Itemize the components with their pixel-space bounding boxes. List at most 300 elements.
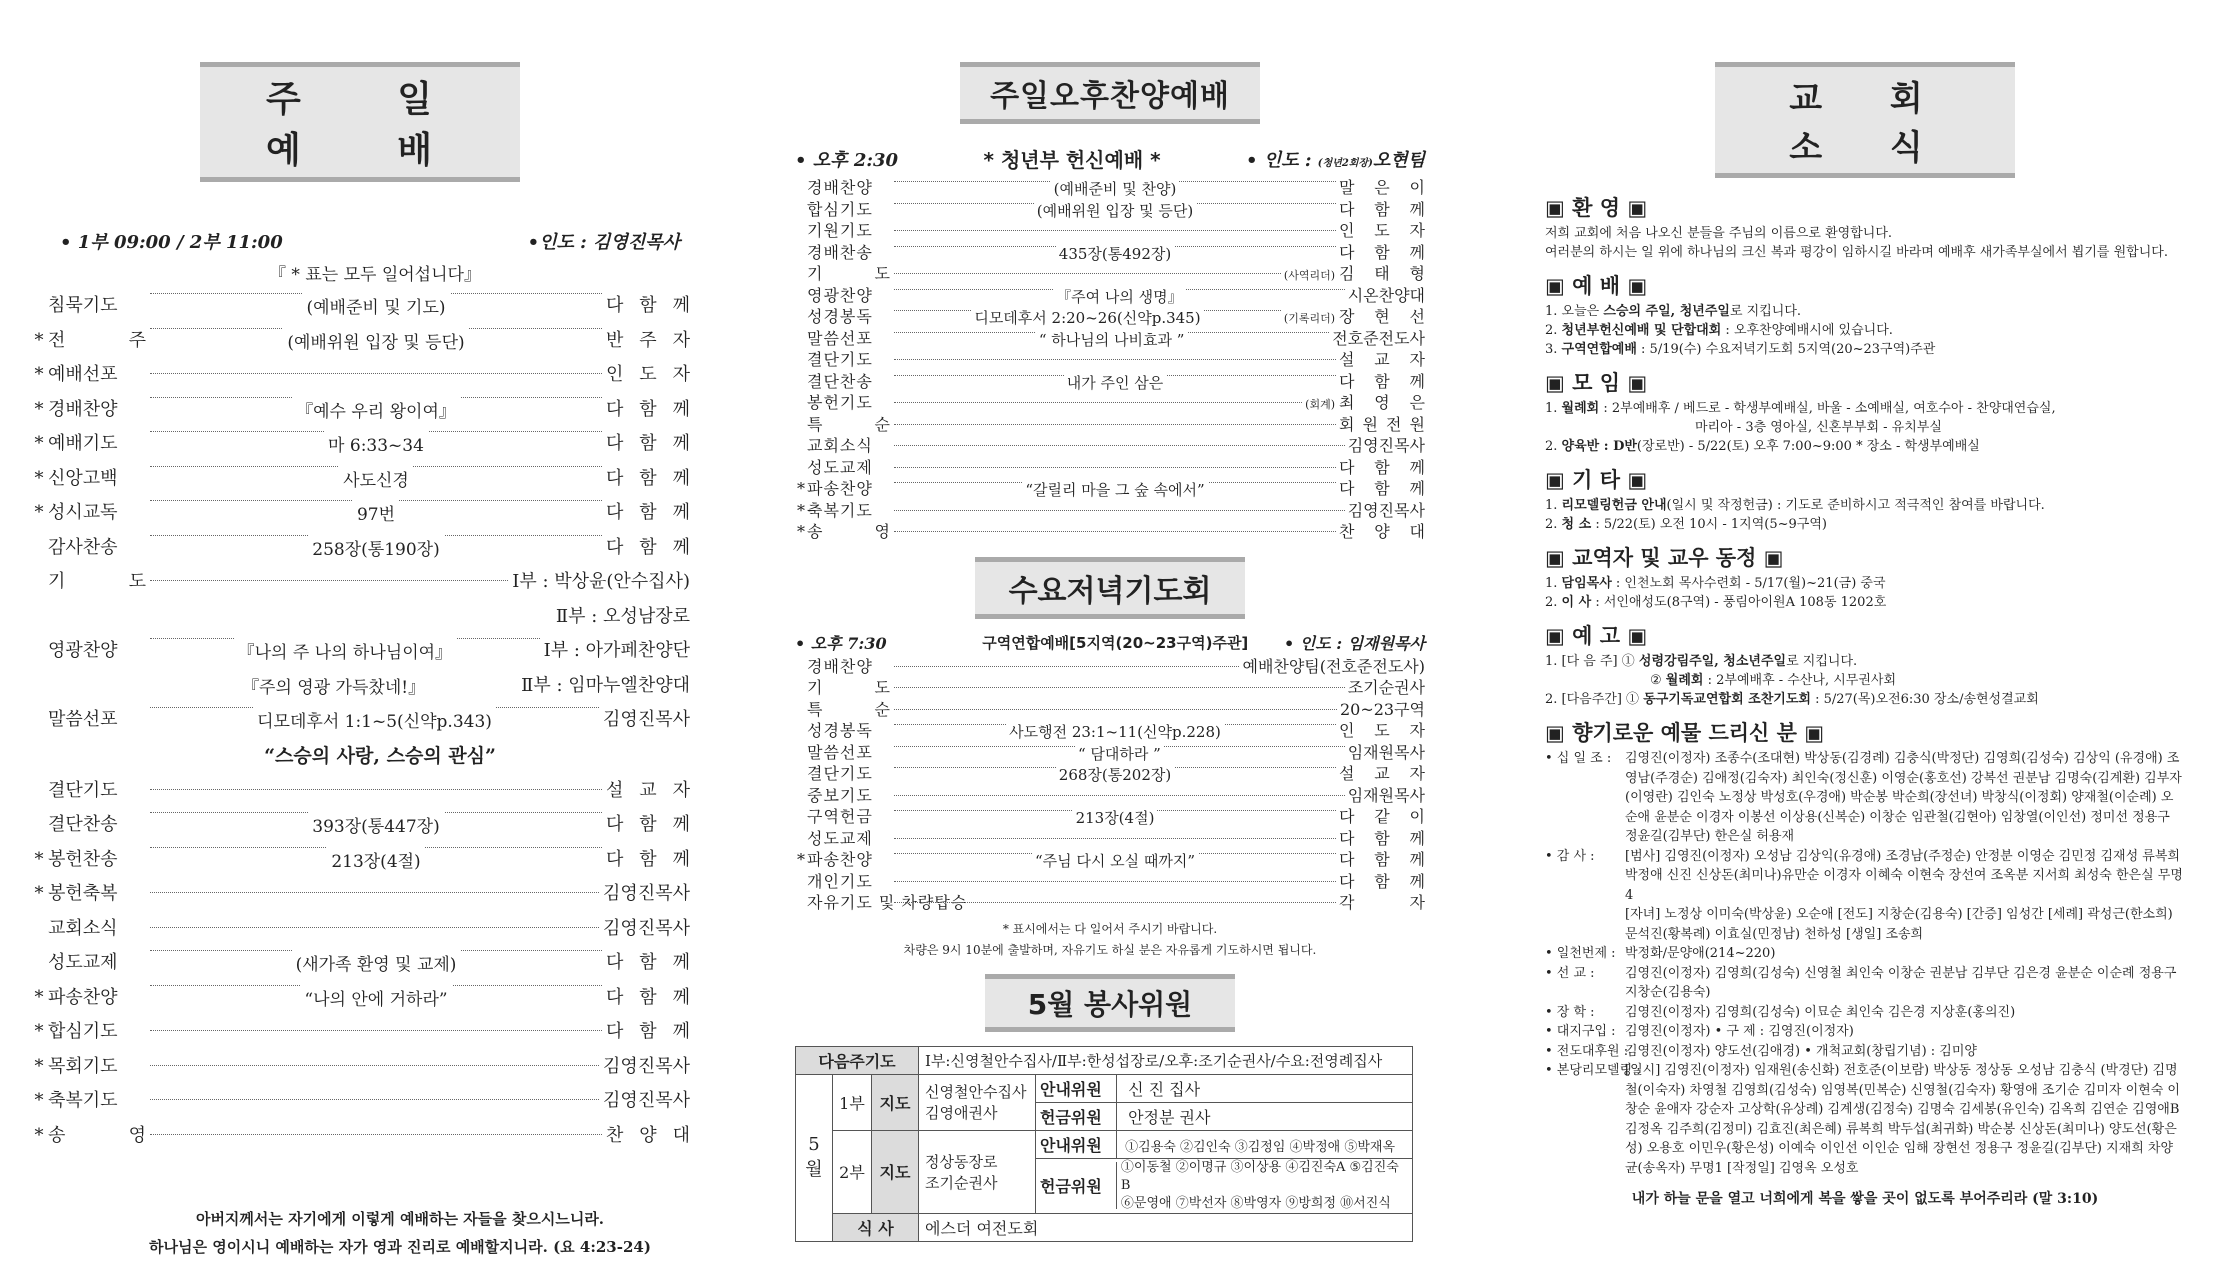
order-person: 다 함 께 — [1339, 457, 1425, 477]
offering-category: • 대지구입 : — [1545, 1024, 1616, 1039]
order-person: Ⅰ부 : 박상윤(안수집사) — [512, 571, 690, 592]
volunteers-table — [795, 1046, 1413, 1242]
order-list-1 — [30, 289, 690, 738]
order-label: 전 주 — [48, 329, 146, 351]
order-person: 다 함 께 — [1339, 871, 1425, 891]
meeting-item-2: 2. 양육반 : D반(장로반) - 5/22(토) 오후 7:00~9:00 * 장소 - 학생부예배실 — [1545, 439, 1980, 454]
offering-entry — [1545, 847, 2185, 906]
dot-leader — [894, 416, 1336, 425]
notice-item-2: 2. [다음주간] ① 동구기독교연합회 조찬기도회 : 5/27(목)오전6:30 장소/송현성결교회 — [1545, 692, 2039, 707]
meeting-heading: ▣ 모 임 ▣ — [1545, 371, 1648, 395]
worship-item-1: 1. 오늘은 스승의 주일, 청년주일로 지킵니다. — [1545, 304, 1802, 319]
dot-leader — [894, 173, 1336, 198]
order-content: 393장(통447장) — [308, 810, 443, 820]
order-label: 성도교제 — [807, 828, 873, 848]
offering-names: 김영진(이정자) 양도선(김애경) • 개척교회(창립기념) : 김미양 — [1625, 1043, 1977, 1059]
order-person: 다 함 께 — [1339, 242, 1425, 262]
worship-header — [30, 228, 690, 254]
order-content: (예배준비 및 기도) — [302, 291, 449, 301]
dot-leader — [150, 1089, 599, 1100]
order-label: 봉헌찬송 — [48, 848, 118, 870]
order-label: 경배찬양 — [807, 178, 873, 197]
order-label: 특 순 — [807, 414, 891, 434]
worship-item-2: 2. 청년부헌신예배 및 단합대회 : 오후찬양예배시에 있습니다. — [1545, 323, 1893, 338]
order-row — [795, 242, 1425, 264]
dot-leader — [894, 351, 1336, 360]
order-label: 결단찬송 — [48, 814, 118, 835]
afternoon-leader: • 인도 : (청년2회장)오현팀 — [1246, 149, 1425, 171]
welcome-line-2: 여러분의 하시는 일 위에 하나님의 크신 복과 평강이 임하시길 바라며 예배후 새가족부실에서 뵙기를 원합니다. — [1545, 245, 2168, 260]
dot-leader — [894, 873, 1336, 882]
order-person: 예배찬양팀(전호준전도사) — [1242, 656, 1425, 676]
order-person: 최 영 은 — [1339, 393, 1425, 412]
order-row — [30, 703, 690, 738]
order-label: 영광찬양 — [807, 285, 873, 305]
order-label: 중보기도 — [807, 785, 873, 805]
dot-leader — [150, 837, 602, 872]
order-content: 사도신경 — [339, 464, 413, 474]
order-content: (예배위원 입장 및 등단) — [283, 326, 468, 336]
order-label: 자유기도 및 차량탑승 — [807, 893, 968, 912]
stand-marker: * — [34, 398, 44, 420]
order-row — [795, 656, 1425, 678]
dot-leader — [150, 628, 540, 663]
order-label: 기원기도 — [807, 221, 873, 240]
order-label: 송 영 — [48, 1124, 146, 1146]
offering-entry — [1545, 1022, 2185, 1042]
offering-names: 김영진(이정자) 김영희(김성숙) 신영철 최인숙 이창순 권분남 김부단 김은경 윤분순 이순례 정용구 지창순(김용숙) — [1625, 965, 2177, 1000]
dot-leader — [894, 459, 1336, 468]
offering-entry — [1545, 964, 2185, 1003]
afternoon-header — [795, 144, 1425, 173]
afternoon-time: • 오후 2:30 — [795, 149, 899, 171]
order-label: 교회소식 — [807, 436, 873, 455]
dot-leader — [150, 1020, 602, 1031]
stand-marker: * — [34, 467, 44, 489]
order-row — [30, 324, 690, 359]
order-row — [30, 565, 690, 600]
order-person: 찬 양 대 — [606, 1124, 690, 1146]
etc-item-2: 2. 청 소 : 5/22(토) 오전 10시 - 1지역(5~9구역) — [1545, 517, 1827, 532]
staff-item-1: 1. 담임목사 : 인천노회 목사수련회 - 5/17(월)~21(금) 중국 — [1545, 576, 1886, 591]
stand-marker: * — [34, 1055, 44, 1077]
meeting-item-1b: 마리아 - 3층 영아실, 신혼부부회 - 유치부실 — [1695, 420, 1942, 435]
offerings-heading: ▣ 향기로운 예물 드리신 분 ▣ — [1545, 721, 1825, 745]
order-person: 조기순권사 — [1347, 678, 1425, 697]
order-label: 경배찬양 — [807, 656, 873, 676]
dot-leader — [150, 421, 602, 456]
dot-leader — [150, 917, 599, 928]
order-person: 임재원목사 — [1347, 785, 1425, 805]
order-label: 결단기도 — [807, 350, 873, 369]
order-row — [30, 1050, 690, 1085]
order-person: 김 태 형 — [1339, 264, 1425, 283]
order-row — [795, 392, 1425, 414]
order-person: Ⅰ부 : 아가페찬양단 — [543, 640, 690, 661]
order-person: 다 함 께 — [606, 467, 690, 489]
order-label: 구역헌금 — [807, 807, 873, 826]
offering-category: • 십 일 조 : — [1545, 751, 1612, 766]
order-person: 20~23구역 — [1339, 699, 1425, 719]
order-row — [795, 677, 1425, 699]
church-news-title: 교 회 소 식 — [1545, 62, 2185, 178]
order-row — [30, 1119, 690, 1154]
order-label: 결단기도 — [48, 779, 118, 801]
order-label: 파송찬양 — [807, 479, 873, 498]
offering-entry — [1545, 749, 2185, 847]
part1-names: 신영철안수집사 김영애권사 — [919, 1074, 1036, 1130]
offering-entry — [1545, 905, 2185, 944]
dot-leader — [150, 525, 602, 560]
role-note: (기록리더) — [1283, 312, 1335, 325]
order-label: 송 영 — [807, 522, 891, 541]
offering-names: 김영진(이정자) 조종수(조대현) 박상동(김경례) 김충식(박정단) 김영희(김성숙) 김상익 (유경애) 조영남(주경순) 김애정(김숙자) 최인숙(정신훈) 이영순(홍호선) 강복선 권분남 김명숙(김계환) 김부자(이영란) 김인숙 노정상 박성호(우경애) 박순봉 박순희(장선녀) 박창식(이정회) 양재철(이순례) 오순애 윤분순 이경자 이봉선 이상용(신복순) 이창순 임관철(김현아) 임창열(이인선) 정미선 정용구 정윤길(김부단) 한은실 허용재 — [1625, 751, 2182, 844]
dot-leader — [150, 779, 602, 790]
order-label: 합심기도 — [48, 1021, 118, 1042]
standing-note-2: * 표시에서는 다 일어서 주시기 바랍니다. — [1002, 921, 1218, 936]
part1-guide: 안내위원 신 진 집사 — [1036, 1074, 1413, 1102]
stand-marker: * — [34, 986, 44, 1008]
stand-marker: * — [34, 848, 44, 870]
role-note: (사역리더) — [1283, 269, 1335, 282]
order-label: 영광찬양 — [48, 640, 118, 661]
order-person: 설 교 자 — [1339, 350, 1425, 369]
wednesday-header — [795, 631, 1425, 654]
order-content: 『주여 나의 생명』 — [1053, 287, 1185, 295]
order-person: 다 함 께 — [1339, 479, 1425, 498]
order-label: 감사찬송 — [48, 536, 118, 558]
stand-marker: * — [797, 522, 805, 541]
part2-cell: 2부 — [833, 1130, 872, 1213]
stand-marker: * — [34, 502, 44, 523]
offering-names: [일시] 김영진(이정자) 임재원(송신화) 전호준(이보람) 박상동 정상동 오성남 김충식 (박경단) 김명철(이숙자) 차영철 김영희(김성숙) 임영복(민복순) 신영철(김숙자) 황영애 조기순 김미자 이현숙 이창순 윤애자 강순자 고상학(유상례) 김계생(김정숙) 김명숙 김세봉(유인숙) 김옥희 김연순 김영애B 김정옥 김주희(김정미) 김효진(최은혜) 류복희 박두섭(최귀화) 박순봉 신상돈(최미나) 양도선(황은성) 오용호 이민우(황은성) 이예숙 이인선 이인순 임해 장현선 정용구 정윤길(김부단) 지재희 차양균(송옥자) 무명1 [작정일] 김영옥 오성호 — [1625, 1063, 2180, 1176]
order-label: 말씀선포 — [807, 328, 873, 348]
welcome-heading: ▣ 환 영 ▣ — [1545, 196, 1648, 220]
dot-leader — [894, 830, 1336, 839]
dot-leader — [894, 324, 1329, 349]
dot-leader — [150, 882, 599, 893]
order-list-2 — [30, 774, 690, 1154]
order-content: 268장(통202장) — [1056, 765, 1174, 773]
offering-category: • 전도대후원 : — [1545, 1043, 1629, 1059]
dot-leader — [894, 787, 1345, 796]
offering-names: 김영진(이정자) • 구 제 : 김영진(이정자) — [1625, 1024, 1854, 1039]
order-label: 봉헌축복 — [48, 883, 118, 904]
order-person: 말 은 이 — [1339, 178, 1425, 197]
order-person: Ⅱ부 : 오성남장로 — [555, 605, 690, 627]
order-content: 213장(4절) — [327, 845, 424, 855]
order-person: 설 교 자 — [1339, 764, 1425, 783]
dot-leader — [894, 701, 1337, 710]
order-label: 봉헌기도 — [807, 393, 873, 412]
wednesday-title: 수요저녁기도회 — [795, 557, 1425, 619]
dot-leader — [150, 1055, 599, 1066]
afternoon-subtitle: * 청년부 헌신예배 * — [983, 148, 1161, 172]
order-row — [30, 843, 690, 878]
order-content: 디모데후서 2:20~26(신약p.345) — [971, 308, 1203, 316]
order-person: 다 함 께 — [606, 952, 690, 973]
order-label: 성시교독 — [48, 502, 118, 523]
dot-leader — [150, 663, 517, 698]
offering-names: 박정화/문양애(214~220) — [1625, 946, 1776, 961]
order-label: 개인기도 — [807, 871, 873, 891]
order-person: 회 원 전 원 — [1339, 414, 1425, 434]
meal-value: 에스더 여전도회 — [919, 1213, 1413, 1241]
church-news-column — [1545, 0, 2185, 1240]
order-label: 경배찬송 — [807, 242, 873, 262]
wednesday-subtitle: 구역연합예배[5지역(20~23구역)주관] — [982, 633, 1249, 652]
welcome-line-1: 저희 교회에 처음 나오신 분들을 주님의 이름으로 환영합니다. — [1545, 226, 1893, 241]
order-row — [30, 981, 690, 1016]
order-content: “갈릴리 마을 그 숲 속에서” — [1022, 480, 1207, 488]
order-person: 다 함 께 — [1339, 850, 1425, 869]
order-label: 예배기도 — [48, 433, 118, 454]
order-person: 다 함 께 — [606, 848, 690, 870]
dot-leader — [894, 265, 1281, 274]
part2-guide: 안내위원 ①김용숙 ②김인숙 ③김정임 ④박정애 ⑤박재옥 — [1036, 1130, 1413, 1158]
order-label: 기 도 — [48, 571, 146, 592]
order-row — [795, 500, 1425, 522]
offering-names: [범사] 김영진(이정자) 오성남 김상익(유경애) 조경남(주정순) 안정분 이영순 김민정 김재성 류복희 박정애 신진 신상돈(최미나)유만순 이경자 이혜숙 이현숙 장선여 조옥분 지서희 최성숙 한은실 무명4 — [1625, 848, 2183, 903]
dot-leader — [894, 658, 1239, 667]
dot-leader — [150, 975, 602, 1010]
order-label: 성경봉독 — [807, 721, 873, 740]
order-content: 사도행전 23:1~11(신약p.228) — [1006, 722, 1224, 730]
order-person: 인 도 자 — [1339, 721, 1425, 740]
part2-prayer-label: 지도 — [872, 1130, 919, 1213]
order-content: “ 하나님의 나비효과 ” — [1036, 330, 1188, 338]
offering-entry — [1545, 1061, 2185, 1178]
order-content: 『나의 주 나의 하나님이여』 — [234, 636, 456, 646]
offering-category: • 감 사 : — [1545, 848, 1595, 864]
order-row — [795, 763, 1425, 785]
staff-news-heading: ▣ 교역자 및 교우 동정 ▣ — [1545, 546, 1784, 570]
dot-leader — [894, 738, 1345, 763]
dot-leader — [894, 474, 1336, 499]
next-prayer-label: 다음주기도 — [796, 1046, 919, 1074]
order-person: 인 도 자 — [606, 364, 690, 385]
offerings-list — [1545, 749, 2185, 1178]
order-row — [795, 892, 1425, 914]
meeting-item-1: 1. 월례회 : 2부예배후 / 베드로 - 학생부예배실, 바울 - 소예배실, 여호수아 - 찬양대연습실, — [1545, 401, 2056, 416]
order-person: 시온찬양대 — [1347, 285, 1425, 305]
order-person: 다 함 께 — [606, 536, 690, 558]
worship-heading: ▣ 예 배 ▣ — [1545, 274, 1648, 298]
offering-category: • 본당리모델링 : — [1545, 1063, 1641, 1078]
order-row — [795, 849, 1425, 871]
dot-leader — [150, 363, 602, 374]
order-content: 213장(4절) — [1073, 808, 1158, 816]
afternoon-worship-title: 주일오후찬양예배 — [795, 62, 1425, 124]
order-person: 각 자 — [1339, 893, 1425, 912]
notice-item-1: 1. [다 음 주] ① 성령강림주일, 청소년주일로 지킵니다. — [1545, 654, 1858, 669]
order-label: 축복기도 — [807, 500, 873, 520]
order-row — [30, 877, 690, 912]
order-content: 『예수 우리 왕이여』 — [292, 395, 460, 405]
dot-leader — [894, 845, 1336, 870]
order-label: 축복기도 — [48, 1090, 118, 1111]
order-label: 성도교제 — [48, 952, 118, 973]
order-person: 장 현 선 — [1339, 307, 1425, 326]
dot-leader — [150, 387, 602, 422]
stand-marker: * — [34, 1090, 44, 1111]
order-person: 김영진목사 — [1347, 500, 1425, 520]
order-person: 다 함 께 — [1339, 371, 1425, 391]
order-person: 다 함 께 — [1339, 199, 1425, 219]
dot-leader — [150, 697, 599, 732]
offering-names: 김영진(이정자) 김영희(김성숙) 이묘순 최인숙 김은경 지상훈(홍의진) — [1625, 1004, 2016, 1020]
order-label: 예배선포 — [48, 364, 118, 385]
dot-leader — [894, 802, 1336, 827]
notice-heading: ▣ 예 고 ▣ — [1545, 624, 1648, 648]
order-label: 성도교제 — [807, 457, 873, 477]
order-label: 말씀선포 — [807, 742, 873, 762]
volunteers-title: 5월 봉사위원 — [795, 974, 1425, 1032]
order-content: 435장(통492장) — [1056, 244, 1174, 252]
etc-heading: ▣ 기 타 ▣ — [1545, 468, 1648, 492]
dot-leader — [150, 283, 602, 318]
part1-cell: 1부 — [833, 1074, 872, 1130]
part2-names: 정상동장로 조기순권사 — [919, 1130, 1036, 1213]
etc-item-1: 1. 리모델링헌금 안내(일시 및 작정헌금) : 기도로 준비하시고 적극적인 참여를 바랍니다. — [1545, 498, 2045, 513]
order-person: 김영진목사 — [603, 917, 690, 939]
order-row — [795, 328, 1425, 350]
order-row — [30, 1015, 690, 1050]
order-label: 목회기도 — [48, 1055, 118, 1077]
dot-leader — [894, 502, 1345, 511]
malachi-verse: 내가 하늘 문을 열고 너희에게 복을 쌓을 곳이 없도록 부어주리라 (말 3:10) — [1631, 1191, 2099, 1207]
offering-category: • 일천번제 : — [1545, 946, 1616, 961]
order-person: 찬 양 대 — [1339, 522, 1425, 541]
order-label: 말씀선포 — [48, 709, 118, 730]
order-content: “주님 다시 오실 때까지” — [1032, 851, 1198, 859]
order-row — [795, 435, 1425, 457]
afternoon-order-list — [795, 177, 1425, 543]
stand-marker: * — [34, 329, 44, 351]
order-row — [795, 371, 1425, 393]
order-label: 성경봉독 — [807, 307, 873, 326]
order-content: 『주의 영광 가득찼네!』 — [238, 671, 429, 681]
order-label: 결단찬송 — [807, 371, 873, 391]
dot-leader — [150, 1124, 602, 1135]
order-label: 특 순 — [807, 699, 891, 719]
order-content: (예배준비 및 찬양) — [1051, 179, 1180, 187]
order-person: 다 함 께 — [1339, 828, 1425, 848]
order-person: 설 교 자 — [606, 779, 690, 801]
month-cell: 5월 — [796, 1074, 833, 1241]
dot-leader — [894, 222, 1336, 231]
offering-names: [자녀] 노정상 이미숙(박상윤) 오순애 [전도] 지창순(김용숙) [간증] 임성간 [세례] 곽성근(한소희) 문석진(황복례) 이효실(민정남) 천하성 [생일] 조송희 — [1625, 907, 2173, 942]
worship-item-3: 3. 구역연합예배 : 5/19(수) 수요저녁기도회 5지역(20~23구역)주관 — [1545, 342, 1936, 357]
order-content: 258장(통190장) — [308, 533, 443, 543]
order-row — [30, 531, 690, 566]
dot-leader — [894, 281, 1345, 306]
verse-line-1: 아버지께서는 자기에게 이렇게 예배하는 자들을 찾으시느니라. — [195, 1210, 605, 1228]
order-person: 임재원목사 — [1347, 742, 1425, 762]
order-person: 다 함 께 — [606, 502, 690, 523]
order-person: 김영진목사 — [603, 709, 690, 730]
stand-marker: * — [797, 850, 805, 869]
staff-item-2: 2. 이 사 : 서인애성도(8구역) - 풍림아이원A 108동 1202호 — [1545, 595, 1887, 610]
order-person: 다 함 께 — [606, 295, 690, 316]
meal-label: 식 사 — [833, 1213, 919, 1241]
car-note: 차량은 9시 10분에 출발하며, 자유기도 하실 분은 자유롭게 기도하시면 됩니다. — [903, 942, 1317, 957]
order-label: 결단기도 — [807, 764, 873, 783]
verse-line-2: 하나님은 영이시니 예배하는 자가 영과 진리로 예배할지니라. (요 4:23-24) — [149, 1238, 651, 1256]
closing-verse — [30, 1205, 690, 1261]
part1-offering: 헌금위원 안정분 권사 — [1036, 1102, 1413, 1130]
order-row — [795, 478, 1425, 500]
part1-prayer-label: 지도 — [872, 1074, 919, 1130]
offering-entry — [1545, 1042, 2185, 1062]
order-person: 다 같 이 — [1339, 807, 1425, 826]
wednesday-time: • 오후 7:30 — [795, 633, 887, 653]
order-row — [795, 414, 1425, 436]
order-person: 김영진목사 — [603, 1090, 690, 1111]
order-content: 디모데후서 1:1~5(신약p.343) — [253, 705, 496, 715]
dot-leader — [894, 238, 1336, 263]
order-content: 내가 주인 삼은 — [1064, 373, 1166, 381]
dot-leader — [894, 759, 1336, 784]
dot-leader — [894, 716, 1336, 741]
order-content: 마 6:33~34 — [324, 429, 428, 439]
offering-category: • 선 교 : — [1545, 965, 1595, 981]
order-row — [795, 521, 1425, 543]
next-prayer-value: Ⅰ부:신영철안수집사/Ⅱ부:한성섭장로/오후:조기순권사/수요:전영례집사 — [919, 1046, 1413, 1074]
wednesday-order-list — [795, 656, 1425, 914]
dot-leader — [150, 456, 602, 491]
stand-marker: * — [34, 433, 44, 454]
order-person: 반 주 자 — [606, 329, 690, 351]
order-content: “나의 안에 거하라” — [300, 983, 451, 993]
wednesday-leader: • 인도 : 임재원목사 — [1283, 633, 1425, 653]
order-person: 김영진목사 — [603, 883, 690, 904]
order-label: 신앙고백 — [48, 467, 118, 489]
order-person: 다 함 께 — [606, 814, 690, 835]
dot-leader — [894, 394, 1302, 403]
order-label: 교회소식 — [48, 917, 118, 939]
part2-offering: 헌금위원 ①이동철 ②이명규 ③이상용 ④김진숙A ⑤김진숙B ⑥문영애 ⑦박선자 ⑧박영자 ⑨방희정 ⑩서진식 — [1036, 1158, 1413, 1213]
standing-note: 『 * 표는 모두 일어섭니다』 — [269, 265, 481, 285]
dot-leader — [894, 894, 1336, 903]
order-person: 다 함 께 — [606, 398, 690, 420]
order-content: (새가족 환영 및 교제) — [292, 948, 461, 958]
order-person: 김영진목사 — [603, 1055, 690, 1077]
dot-leader — [894, 302, 1281, 327]
dot-leader — [894, 195, 1336, 220]
order-content: “ 담대하라 ” — [1075, 744, 1164, 752]
sermon-title: “스승의 사랑, 스승의 관심” — [264, 744, 496, 767]
order-person: 김영진목사 — [1347, 436, 1425, 455]
sunday-worship-title: 주 일 예 배 — [30, 62, 690, 182]
order-content: 97번 — [353, 498, 399, 508]
offering-category: • 장 학 : — [1545, 1004, 1595, 1020]
notice-item-1b: ② 월례회 : 2부예배후 - 수산나, 시무권사회 — [1650, 673, 1897, 688]
order-label: 경배찬양 — [48, 398, 118, 420]
order-row — [30, 1084, 690, 1119]
order-row — [795, 199, 1425, 221]
afternoon-worship-column — [795, 0, 1425, 1240]
dot-leader — [150, 940, 602, 975]
order-label: 파송찬양 — [807, 850, 873, 869]
sunday-worship-column — [30, 0, 690, 1256]
order-person: Ⅱ부 : 임마누엘찬양대 — [521, 674, 690, 696]
dot-leader — [894, 679, 1345, 688]
stand-marker: * — [34, 1124, 44, 1146]
order-person: 다 함 께 — [606, 1021, 690, 1042]
order-content: (예배위원 입장 및 등단) — [1034, 201, 1196, 209]
dot-leader — [894, 367, 1336, 392]
